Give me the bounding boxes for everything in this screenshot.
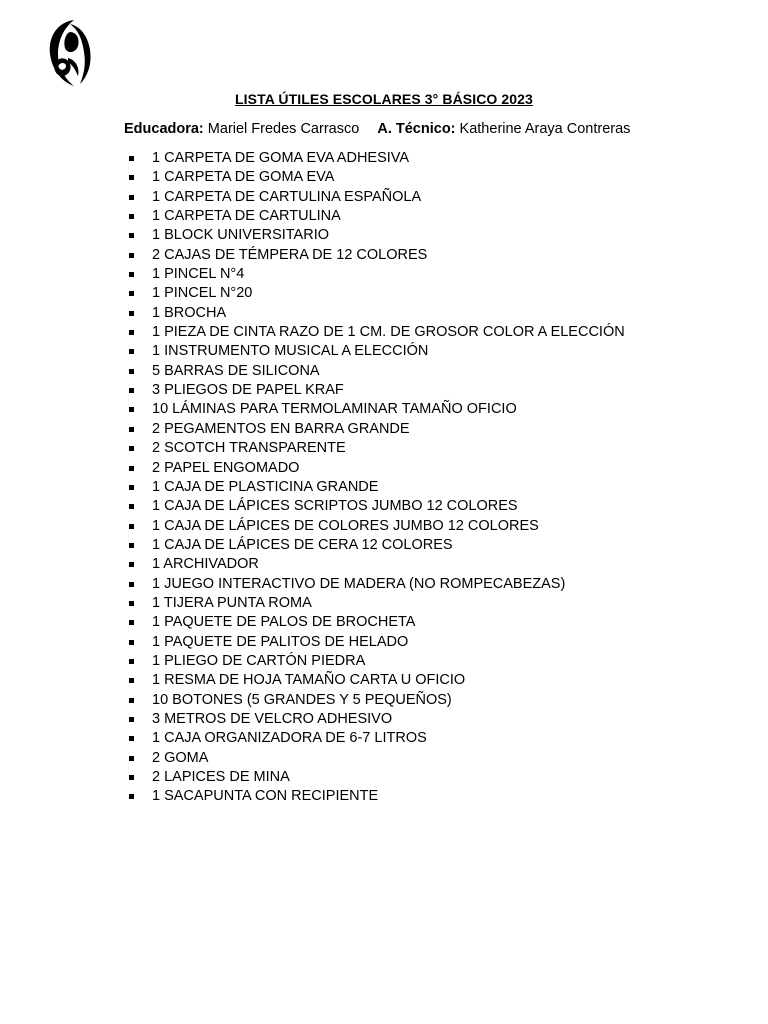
list-item: 1 PIEZA DE CINTA RAZO DE 1 CM. DE GROSOR COLOR A ELECCIÓN	[0, 323, 625, 342]
list-item: 1 CARPETA DE GOMA EVA	[0, 168, 625, 187]
list-item: 5 BARRAS DE SILICONA	[0, 362, 625, 381]
list-item: 1 PLIEGO DE CARTÓN PIEDRA	[0, 652, 625, 671]
list-item: 1 CAJA DE PLASTICINA GRANDE	[0, 478, 625, 497]
tecnico-name: Katherine Araya Contreras	[459, 121, 631, 137]
list-item: 1 ARCHIVADOR	[0, 555, 625, 574]
madonna-and-child-logo	[40, 18, 96, 88]
page-title: LISTA ÚTILES ESCOLARES 3° BÁSICO 2023	[235, 91, 533, 107]
list-item: 1 CARPETA DE CARTULINA	[0, 207, 625, 226]
list-item: 1 CAJA DE LÁPICES SCRIPTOS JUMBO 12 COLORES	[0, 497, 625, 516]
list-item: 1 CAJA ORGANIZADORA DE 6-7 LITROS	[0, 729, 625, 748]
list-item: 1 PINCEL N°4	[0, 265, 625, 284]
educadora-label: Educadora:	[124, 121, 204, 137]
list-item: 10 LÁMINAS PARA TERMOLAMINAR TAMAÑO OFICIO	[0, 400, 625, 419]
supply-list	[0, 149, 625, 807]
list-item: 3 PLIEGOS DE PAPEL KRAF	[0, 381, 625, 400]
list-item: 1 CARPETA DE GOMA EVA ADHESIVA	[0, 149, 625, 168]
list-item: 1 INSTRUMENTO MUSICAL A ELECCIÓN	[0, 342, 625, 361]
list-item: 10 BOTONES (5 GRANDES Y 5 PEQUEÑOS)	[0, 691, 625, 710]
list-item: 3 METROS DE VELCRO ADHESIVO	[0, 710, 625, 729]
list-item: 1 CAJA DE LÁPICES DE COLORES JUMBO 12 COLORES	[0, 517, 625, 536]
list-item: 2 LAPICES DE MINA	[0, 768, 625, 787]
list-item: 2 SCOTCH TRANSPARENTE	[0, 439, 625, 458]
list-item: 1 CARPETA DE CARTULINA ESPAÑOLA	[0, 188, 625, 207]
list-item: 2 PAPEL ENGOMADO	[0, 459, 625, 478]
list-item: 1 BROCHA	[0, 304, 625, 323]
list-item: 1 BLOCK UNIVERSITARIO	[0, 226, 625, 245]
educadora-name: Mariel Fredes Carrasco	[207, 121, 360, 137]
list-item: 1 SACAPUNTA CON RECIPIENTE	[0, 787, 625, 806]
list-item: 1 JUEGO INTERACTIVO DE MADERA (NO ROMPECABEZAS)	[0, 575, 625, 594]
staff-info	[124, 121, 630, 137]
list-item: 2 GOMA	[0, 749, 625, 768]
list-item: 1 RESMA DE HOJA TAMAÑO CARTA U OFICIO	[0, 671, 625, 690]
list-item: 1 PINCEL N°20	[0, 284, 625, 303]
list-item: 1 TIJERA PUNTA ROMA	[0, 594, 625, 613]
list-item: 2 PEGAMENTOS EN BARRA GRANDE	[0, 420, 625, 439]
list-item: 1 PAQUETE DE PALITOS DE HELADO	[0, 633, 625, 652]
list-item: 1 PAQUETE DE PALOS DE BROCHETA	[0, 613, 625, 632]
list-item: 2 CAJAS DE TÉMPERA DE 12 COLORES	[0, 246, 625, 265]
madonna-and-child-icon	[40, 18, 96, 88]
list-item: 1 CAJA DE LÁPICES DE CERA 12 COLORES	[0, 536, 625, 555]
tecnico-label: A. Técnico:	[377, 121, 456, 137]
